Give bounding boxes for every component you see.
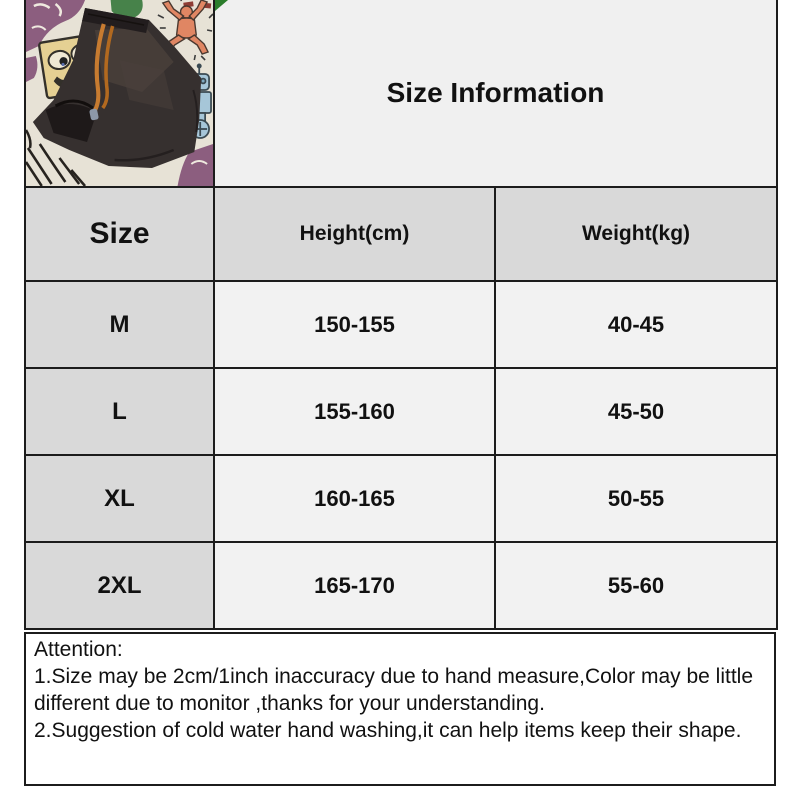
weight-value: 45-50: [495, 368, 777, 455]
attention-note-2: 2.Suggestion of cold water hand washing,it can help items keep their shape.: [34, 718, 742, 742]
photo-title-row: [25, 0, 777, 187]
size-label: L: [25, 368, 214, 455]
table-row-2xl: [25, 542, 777, 629]
height-value: 160-165: [214, 455, 495, 542]
attention-note-1: 1.Size may be 2cm/1inch inaccuracy due to hand measure,Color may be little different due to monitor ,thanks for your understanding.: [34, 664, 754, 715]
size-label: 2XL: [25, 542, 214, 629]
size-label: M: [25, 281, 214, 368]
table-row-xl: [25, 455, 777, 542]
attention-note-box: [24, 632, 776, 786]
corner-fold-icon: [215, 0, 228, 11]
height-value: 155-160: [214, 368, 495, 455]
title-cell: [214, 0, 777, 187]
attention-heading: Attention:: [34, 638, 123, 661]
product-photo: [26, 0, 213, 186]
weight-value: 50-55: [495, 455, 777, 542]
height-value: 150-155: [214, 281, 495, 368]
column-header-size: Size: [25, 187, 214, 281]
column-header-weight: Weight(kg): [495, 187, 777, 281]
page-title: Size Information: [386, 77, 605, 108]
size-label: XL: [25, 455, 214, 542]
table-row-m: [25, 281, 777, 368]
column-header-height: Height(cm): [214, 187, 495, 281]
weight-value: 40-45: [495, 281, 777, 368]
table-row-l: [25, 368, 777, 455]
table-header-row: [25, 187, 777, 281]
height-value: 165-170: [214, 542, 495, 629]
weight-value: 55-60: [495, 542, 777, 629]
product-photo-cell: [25, 0, 214, 187]
size-table: [24, 0, 778, 630]
